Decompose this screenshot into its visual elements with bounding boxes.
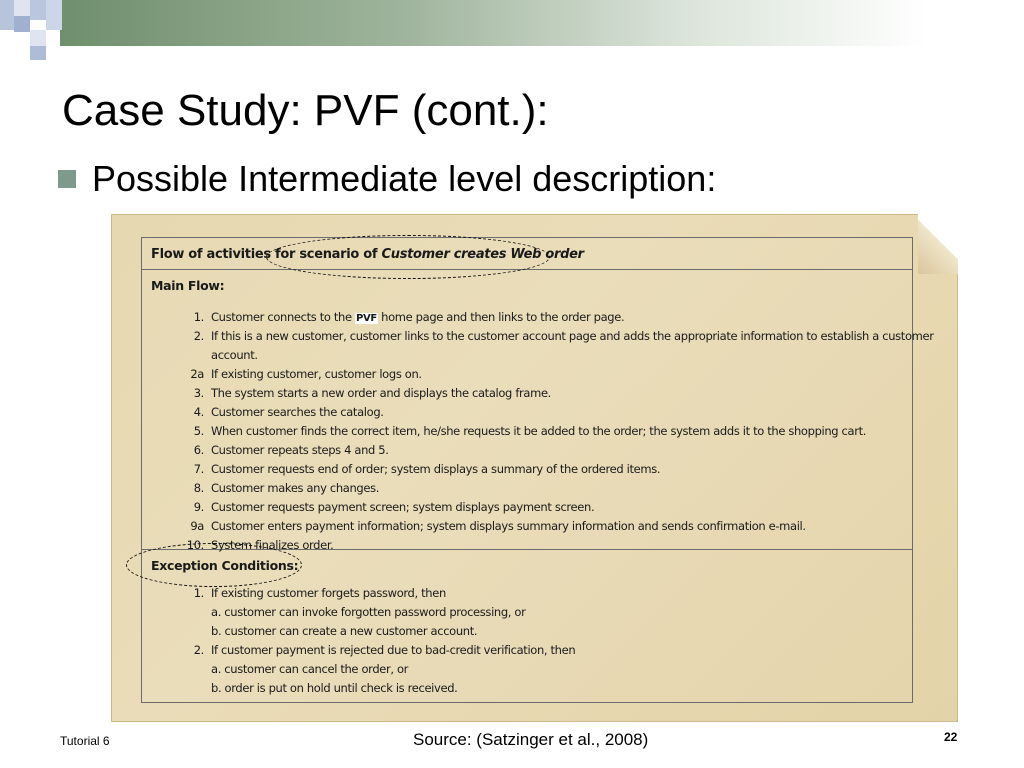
item-number: 9. (193, 500, 204, 514)
highlight-ellipse-exceptions (126, 543, 302, 587)
item-text: Customer requests payment screen; system displays payment screen. (211, 500, 595, 514)
list-item (186, 481, 379, 495)
item-number: 2. (193, 329, 204, 343)
footer-label: Tutorial 6 (60, 734, 110, 748)
pvf-tag: PVF (356, 313, 377, 324)
item-text: If existing customer, customer logs on. (211, 367, 422, 381)
deco-square (14, 16, 30, 32)
list-item (186, 329, 934, 343)
source-citation: Source: (Satzinger et al., 2008) (413, 730, 649, 749)
list-item (186, 643, 575, 657)
item-number: 8. (193, 481, 204, 495)
list-item (186, 405, 384, 419)
item-text: System finalizes order. (211, 538, 334, 552)
item-text: home page and then links to the order page. (377, 310, 625, 324)
item-number: 9a (190, 519, 204, 533)
main-flow-label: Main Flow: (151, 278, 225, 293)
item-number: 1. (193, 586, 204, 600)
header-prefix: Flow of activities for scenario of (151, 247, 382, 262)
list-item (186, 310, 624, 324)
item-text: Customer connects to the (211, 310, 355, 324)
item-text: When customer finds the correct item, he/she requests it be added to the order; the system adds it to the shopping cart. (211, 424, 867, 438)
item-number: 5. (193, 424, 204, 438)
sub-item: a. customer can cancel the order, or (211, 662, 409, 676)
main-flow-section (142, 270, 934, 552)
item-text: The system starts a new order and displays the catalog frame. (211, 386, 551, 400)
item-text: If this is a new customer, customer links to the customer account page and adds the appropriate information to establish a customer (211, 329, 934, 343)
deco-square (46, 0, 62, 30)
item-text: Customer repeats steps 4 and 5. (211, 443, 389, 457)
item-number: 10. (186, 538, 204, 552)
item-number: 4. (193, 405, 204, 419)
item-number: 6. (193, 443, 204, 457)
sub-item: a. customer can invoke forgotten password processing, or (211, 605, 526, 619)
bullet-text: Possible Intermediate level description: (92, 158, 717, 199)
list-item (186, 462, 660, 476)
item-text: Customer enters payment information; system displays summary information and sends confirmation e-mail. (211, 519, 806, 533)
list-item (186, 519, 806, 533)
deco-square (30, 30, 46, 46)
flow-figure (111, 214, 958, 722)
highlight-ellipse-scenario (266, 235, 550, 279)
item-number: 2. (193, 643, 204, 657)
item-continuation: account. (211, 348, 258, 362)
flow-table (141, 237, 934, 703)
bullet-item (58, 158, 716, 200)
deco-square (0, 0, 14, 30)
page-number: 22 (944, 730, 958, 744)
item-number: 2a (190, 367, 204, 381)
list-item (186, 424, 866, 438)
list-item (186, 443, 389, 457)
deco-square (30, 0, 46, 20)
page-curl-icon (918, 214, 958, 274)
deco-square (30, 46, 46, 60)
deco-square (14, 0, 30, 16)
exception-label: Exception Conditions: (151, 558, 299, 573)
item-text: Customer makes any changes. (211, 481, 380, 495)
sub-item: b. customer can create a new customer account. (211, 624, 478, 638)
list-item (186, 367, 422, 381)
slide-title: Case Study: PVF (cont.): (62, 86, 549, 135)
header-gradient-bar (60, 0, 1024, 46)
list-item (186, 586, 446, 600)
item-text: If customer payment is rejected due to bad-credit verification, then (211, 643, 576, 657)
header-italic: Customer creates Web order (381, 247, 584, 262)
item-number: 3. (193, 386, 204, 400)
list-item (186, 500, 594, 514)
list-item (186, 386, 551, 400)
item-number: 7. (193, 462, 204, 476)
item-text: If existing customer forgets password, then (211, 586, 446, 600)
item-text: Customer searches the catalog. (211, 405, 384, 419)
bullet-square-icon (58, 170, 76, 188)
item-number: 1. (193, 310, 204, 324)
item-text: Customer requests end of order; system displays a summary of the ordered items. (211, 462, 661, 476)
sub-item: b. order is put on hold until check is received. (211, 681, 458, 695)
